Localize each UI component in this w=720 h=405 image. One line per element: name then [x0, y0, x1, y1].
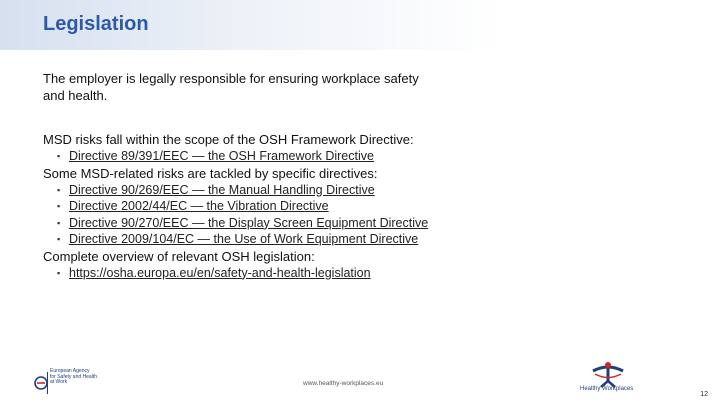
intro-line-1: The employer is legally responsible for ensuring workplace safety	[43, 71, 419, 86]
bullet-icon: ▪	[57, 234, 61, 244]
bullet-icon: ▪	[57, 184, 61, 195]
directive-link[interactable]: Directive 90/270/EEC — the Display Screen Equipment Directive	[69, 215, 429, 230]
directive-link[interactable]: Directive 90/269/EEC — the Manual Handling Directive	[69, 182, 375, 197]
list-item	[57, 215, 683, 232]
list-item	[57, 198, 683, 215]
legislation-link[interactable]: https://osha.europa.eu/en/safety-and-health-legislation	[69, 265, 371, 280]
bullet-icon: ▪	[57, 201, 61, 211]
intro-line-2: and health.	[43, 88, 108, 103]
slide-content	[43, 70, 683, 281]
directive-link[interactable]: Directive 2009/104/EC — the Use of Work Equipment Directive	[69, 232, 419, 246]
bullet-icon: ▪	[57, 217, 61, 228]
slide-title: Legislation	[43, 13, 149, 35]
list-item	[57, 231, 683, 248]
directive-link[interactable]: Directive 2002/44/EC — the Vibration Directive	[69, 199, 329, 213]
eu-agency-text	[50, 369, 97, 386]
list-item	[57, 148, 683, 165]
section2-list	[57, 182, 683, 248]
healthy-workplaces-text: Healthy Workplaces	[580, 386, 634, 392]
footer-url: www.healthy-workplaces.eu	[303, 380, 384, 387]
directive-link[interactable]: Directive 89/391/EEC — the OSH Framework Directive	[69, 149, 374, 163]
section1-heading: MSD risks fall within the scope of the OSH Framework Directive:	[43, 132, 414, 147]
list-item	[57, 182, 683, 199]
section2-heading: Some MSD-related risks are tackled by specific directives:	[43, 165, 378, 181]
eu-agency-line-3: at Work	[50, 379, 68, 385]
list-item	[57, 265, 683, 282]
eu-agency-line-1: European Agency	[50, 368, 90, 374]
section3-list	[57, 265, 683, 282]
bullet-icon: ▪	[57, 267, 61, 278]
section3-heading: Complete overview of relevant OSH legislation:	[43, 248, 315, 264]
page-number: 12	[700, 391, 708, 398]
bullet-icon: ▪	[57, 151, 61, 161]
eu-agency-line-2: for Safety and Health	[50, 373, 97, 380]
section1-list	[57, 148, 683, 165]
